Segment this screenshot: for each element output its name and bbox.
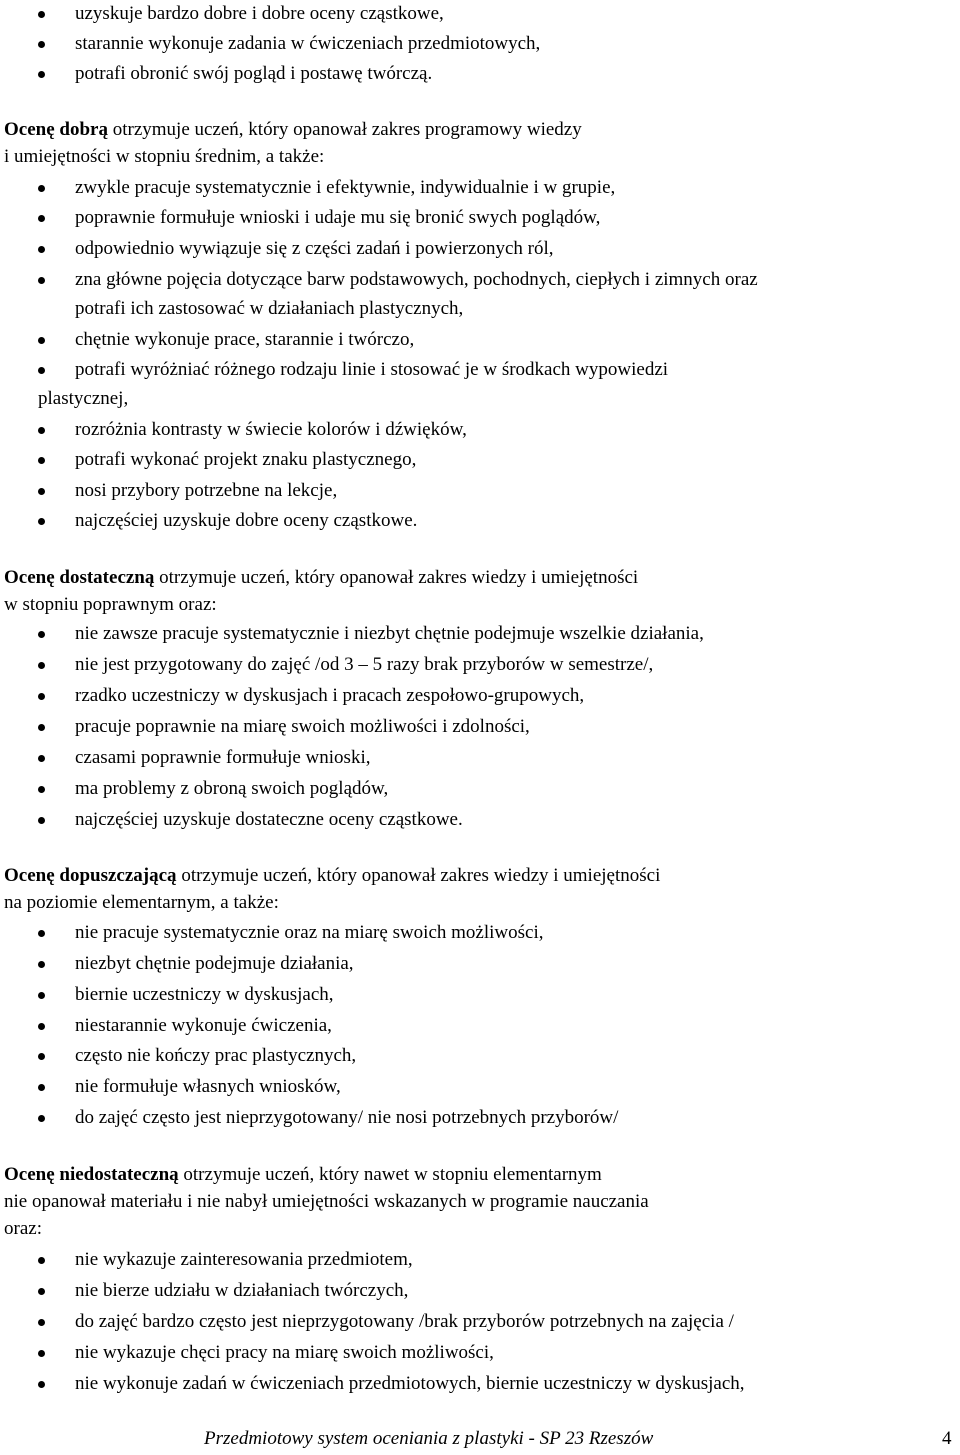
bullet-icon [38,755,45,762]
bullet-icon [38,11,45,18]
bullet-icon [38,427,45,434]
bullet-icon [38,1084,45,1091]
grade-name: Ocenę dostateczną [4,567,155,588]
grade-name: Ocenę dopuszczającą [4,865,177,886]
bullet-icon [38,1115,45,1122]
bullet-icon [38,992,45,999]
bullet-icon [38,277,45,284]
bullet-icon [38,185,45,192]
bullet-icon [38,1381,45,1388]
bullet-icon [38,631,45,638]
grade-name: Ocenę dobrą [4,119,108,140]
bullet-icon [38,215,45,222]
bullet-icon [38,662,45,669]
bullet-icon [38,367,45,374]
bullet-icon [38,693,45,700]
bullet-icon [38,1023,45,1030]
bullet-icon [38,724,45,731]
page-footer: Przedmiotowy system oceniania z plastyki - SP 23 Rzeszów [204,1428,654,1449]
bullet-icon [38,71,45,78]
page-number: 4 [942,1428,952,1449]
bullet-icon [38,817,45,824]
bullet-icon [38,1319,45,1326]
bullet-icon [38,1257,45,1264]
bullet-icon [38,488,45,495]
bullet-icon [38,457,45,464]
bullet-icon [38,961,45,968]
document-page: uzyskuje bardzo dobre i dobre oceny cząstkowe, starannie wykonuje zadania w ćwiczeniach przedmiotowych, potrafi obronić swój pogląd i postawę twórczą. Ocenę dobrą otrzymuje uczeń, który opanował zakres programowy wiedzy i umiejętności w stopniu średnim, a także: zwykle pracuje systematycznie i efektywnie, indywidualnie i w grupie, poprawnie formułuje wnioski i udaje mu się bronić swych poglądów, odpowiednio wywiązuje się z części zadań i powierzonych ról, zna główne pojęcia dotyczące barw podstawowych, pochodnych, ciepłych i zimnych oraz potrafi ich zastosować w działaniach plastycznych, chętnie wykonuje prace, starannie i twórczo, potrafi wyróżniać różnego rodzaju linie i stosować je w środkach wypowiedzi plastycznej, rozróżnia kontrasty w świecie kolorów i dźwięków, potrafi wykonać projekt znaku plastycznego, nosi przybory potrzebne na lekcje, najczęściej uzyskuje dobre oceny cząstkowe. Ocenę dostateczną otrzymuje uczeń, który opanował zakres wiedzy i umiejętności w stopniu poprawnym oraz: nie zawsze pracuje systematycznie i niezbyt chętnie podejmuje wszelkie działania, nie jest przygotowany do zajęć /od 3 – 5 razy brak przyborów w semestrze/, rzadko uczestniczy w dyskusjach i pracach zespołowo-grupowych, pracuje poprawnie na miarę swoich możliwości i zdolności, czasami poprawnie formułuje wnioski, ma problemy z obroną swoich poglądów, najczęściej uzyskuje dostateczne oceny cząstkowe. Ocenę dopuszczającą otrzymuje uczeń, który opanował zakres wiedzy i umiejętności na poziomie elementarnym, a także: nie pracuje systematycznie oraz na miarę swoich możliwości, niezbyt chętnie podejmuje działania, biernie uczestniczy w dyskusjach, niestarannie wykonuje ćwiczenia, często nie kończy prac plastycznych, nie formułuje własnych wniosków, do zajęć często jest nieprzygotowany/ nie nosi potrzebnych przyborów/ Ocenę niedostateczną otrzymuje uczeń, który nawet w stopniu elementarnym nie opanował materiału i nie nabył umiejętności wskazanych w programie nauczania oraz: nie wykazuje zainteresowania przedmiotem, nie bierze udziału w działaniach twórczych, do zajęć bardzo często jest nieprzygotowany /brak przyborów potrzebnych na zajęcia / nie wykazuje chęci pracy na miarę swoich możliwości, nie wykonuje zadań w ćwiczeniach przedmiotowych, biernie uczestniczy w dyskusjach, Przedmiotowy system oceniania z plastyki - SP 23 Rzeszów 4 [4,3,952,1449]
bullet-icon [38,337,45,344]
bullet-icon [38,518,45,525]
bullet-icon [38,786,45,793]
bullet-icon [38,1053,45,1060]
bullet-icon [38,1350,45,1357]
grade-name: Ocenę niedostateczną [4,1164,179,1185]
bullet-icon [38,930,45,937]
bullet-icon [38,1288,45,1295]
bullet-icon [38,41,45,48]
bullet-icon [38,246,45,253]
